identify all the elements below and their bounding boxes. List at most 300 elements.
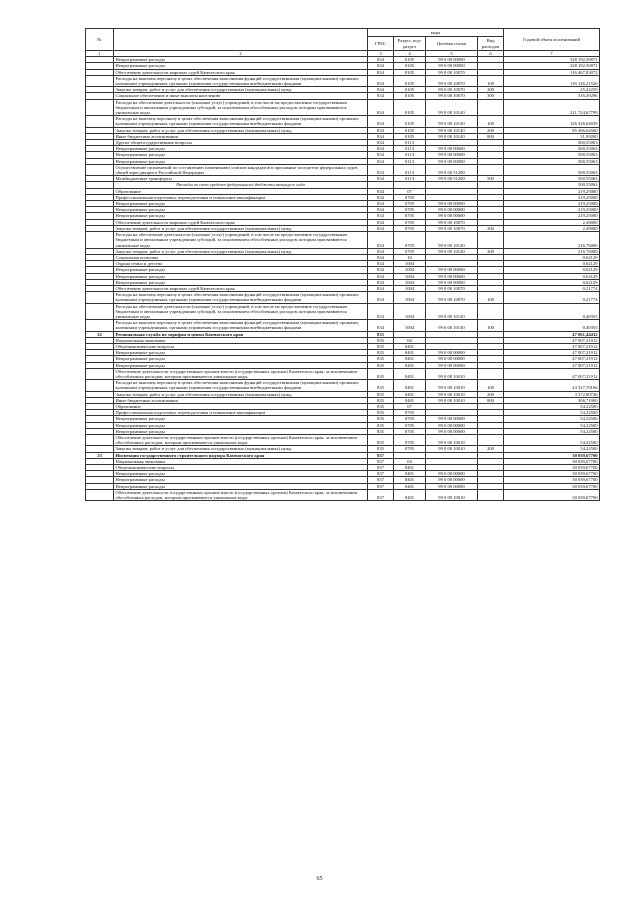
row-type-cell	[478, 435, 504, 446]
row-target-cell: 99 0 00 10010	[426, 391, 478, 397]
row-name-cell: Иные бюджетные ассигнования	[114, 133, 368, 139]
row-razdel-cell: 0113	[394, 152, 426, 158]
row-grbs-cell: 834	[368, 254, 394, 260]
row-razdel-cell: 0401	[394, 362, 426, 368]
row-name-cell: Обеспечение деятельности государственных органов власти (государственных органов) Камчатского края, за исключением обособленных расходов, которым присваиваются уникальные коды	[114, 435, 368, 446]
row-name-cell: Осуществление полномочий по составлению (изменению) списков кандидатов в присяжные заседатели федеральных судов общей юрисдикции в Российской Федерации	[114, 164, 368, 175]
row-name-cell: Непрограммные расходы	[114, 207, 368, 213]
row-name-cell: Непрограммные расходы	[114, 422, 368, 428]
row-amount-cell: 500,55063	[504, 146, 600, 152]
row-razdel-cell: 1004	[394, 261, 426, 267]
row-target-cell: 99 0 00 10140	[426, 99, 478, 116]
row-amount-cell: 47 007,21912	[504, 337, 600, 343]
table-body	[86, 57, 600, 501]
row-amount-cell: 500,55063	[504, 176, 600, 182]
row-name-cell: Непрограммные расходы	[114, 63, 368, 69]
row-grbs-cell: 834	[368, 188, 394, 194]
row-type-cell	[478, 368, 504, 379]
row-number-cell	[86, 164, 114, 175]
row-number-cell: 23	[86, 452, 114, 458]
row-razdel-cell: 1004	[394, 279, 426, 285]
row-grbs-cell: 835	[368, 380, 394, 391]
row-razdel-cell: 0705	[394, 207, 426, 213]
row-grbs-cell: 834	[368, 248, 394, 254]
table-row	[86, 303, 600, 320]
row-razdel-cell: 0705	[394, 428, 426, 434]
row-grbs-cell: 834	[368, 57, 394, 63]
table-row	[86, 232, 600, 249]
row-grbs-cell: 834	[368, 164, 394, 175]
row-name-cell: Расходы на выплаты персоналу в целях обеспечения выполнения функций государственными (муниципальными) органами, казенными учреждениями, органами управления государственными внебюджетными фондами	[114, 380, 368, 391]
table-row	[86, 292, 600, 303]
row-number-cell	[86, 368, 114, 379]
row-grbs-cell: 835	[368, 343, 394, 349]
row-amount-cell: 116 467,83072	[504, 69, 600, 75]
row-razdel-cell: 0105	[394, 75, 426, 86]
row-razdel-cell: 0401	[394, 397, 426, 403]
row-name-cell: Непрограммные расходы	[114, 267, 368, 273]
row-name-cell: Социальная политика	[114, 254, 368, 260]
row-amount-cell: 0,62129	[504, 279, 600, 285]
row-type-cell: 200	[478, 391, 504, 397]
row-name-cell: Закупка товаров, работ и услуг для обеспечения государственных (муниципальных) нужд	[114, 446, 368, 452]
row-number-cell: 22	[86, 331, 114, 337]
row-target-cell: 99 0 00 10070	[426, 292, 478, 303]
row-name-cell: Непрограммные расходы	[114, 273, 368, 279]
row-name-cell: Непрограммные расходы	[114, 477, 368, 483]
row-target-cell: 99 0 00 00000	[426, 483, 478, 489]
row-amount-cell: 0,62129	[504, 261, 600, 267]
row-name-cell: Непрограммные расходы	[114, 57, 368, 63]
row-grbs-cell: 834	[368, 87, 394, 93]
row-grbs-cell: 834	[368, 75, 394, 86]
row-amount-cell: 30 039,67700	[504, 471, 600, 477]
row-name-cell: Непрограммные расходы	[114, 483, 368, 489]
row-grbs-cell: 834	[368, 273, 394, 279]
row-razdel-cell: 0113	[394, 146, 426, 152]
row-amount-cell: 47 007,21912	[504, 368, 600, 379]
row-type-cell	[478, 303, 504, 320]
row-amount-cell: 219,25000	[504, 213, 600, 219]
row-amount-cell: 30 039,67700	[504, 483, 600, 489]
row-target-cell: 99 0 00 51200	[426, 176, 478, 182]
row-grbs-cell: 835	[368, 435, 394, 446]
budget-table	[85, 28, 600, 501]
row-target-cell: 99 0 00 10140	[426, 320, 478, 331]
row-razdel-cell: 07	[394, 403, 426, 409]
row-razdel-cell: 0105	[394, 87, 426, 93]
row-razdel-cell: 0401	[394, 477, 426, 483]
row-razdel-cell: 0401	[394, 380, 426, 391]
page-number: 65	[316, 876, 323, 882]
row-target-cell: 99 0 00 10140	[426, 303, 478, 320]
row-razdel-cell: 0113	[394, 158, 426, 164]
row-name-cell: Расходы на выплаты персоналу в целях обеспечения выполнения функций государственными (муниципальными) органами, казенными учреждениями, органами управления государственными внебюджетными фондами	[114, 116, 368, 127]
row-target-cell: 99 0 00 00000	[426, 428, 478, 434]
row-razdel-cell: 1004	[394, 273, 426, 279]
row-name-cell: Расходы на выплаты персоналу в целях обеспечения выполнения функций государственными (муниципальными) органами, казенными учреждениями, органами управления государственными внебюджетными фондами	[114, 292, 368, 303]
row-razdel-cell: 1004	[394, 292, 426, 303]
colnum-3: 3	[368, 51, 394, 57]
row-razdel-cell: 0401	[394, 391, 426, 397]
row-target-cell: 99 0 00 10010	[426, 380, 478, 391]
row-name-cell: Непрограммные расходы	[114, 471, 368, 477]
row-type-cell	[478, 164, 504, 175]
row-target-cell: 99 0 00 10010	[426, 489, 478, 500]
row-type-cell: 200	[478, 87, 504, 93]
row-amount-cell: 47 007,21912	[504, 350, 600, 356]
row-name-cell: Закупка товаров, работ и услуг для обеспечения государственных (муниципальных) нужд	[114, 248, 368, 254]
row-name-cell: Непрограммные расходы	[114, 158, 368, 164]
row-amount-cell: 54,22500	[504, 435, 600, 446]
row-name-cell: Образование	[114, 188, 368, 194]
row-type-cell: 300	[478, 93, 504, 99]
row-razdel-cell: 0105	[394, 99, 426, 116]
colnum-6: 6	[478, 51, 504, 57]
row-name-cell: Закупка товаров, работ и услуг для обеспечения государственных (муниципальных) нужд	[114, 225, 368, 231]
row-grbs-cell: 834	[368, 232, 394, 249]
row-amount-cell: 3 372,80746	[504, 391, 600, 397]
row-razdel-cell: 0401	[394, 471, 426, 477]
row-grbs-cell: 835	[368, 428, 394, 434]
row-amount-cell: 116 126,21526	[504, 75, 600, 86]
row-razdel-cell: 1004	[394, 320, 426, 331]
row-name-cell: Другие общегосударственные вопросы	[114, 140, 368, 146]
row-razdel-cell: 0705	[394, 201, 426, 207]
row-grbs-cell: 834	[368, 158, 394, 164]
row-razdel-cell: 1004	[394, 267, 426, 273]
row-amount-cell: 316,39296	[504, 93, 600, 99]
row-type-cell: 200	[478, 248, 504, 254]
row-name-cell: Расходы на выплаты персоналу в целях обеспечения выполнения функций государственными (муниципальными) органами, казенными учреждениями, органами управления государственными внебюджетными фондами	[114, 75, 368, 86]
row-name-cell: Иные бюджетные ассигнования	[114, 397, 368, 403]
row-razdel-cell: 0105	[394, 133, 426, 139]
row-name-cell: Непрограммные расходы	[114, 213, 368, 219]
row-grbs-cell: 834	[368, 140, 394, 146]
row-type-cell: 100	[478, 320, 504, 331]
row-target-cell: 99 0 00 00000	[426, 207, 478, 213]
row-number-cell	[86, 116, 114, 127]
row-type-cell: 200	[478, 225, 504, 231]
row-target-cell: 99 0 00 10140	[426, 232, 478, 249]
row-amount-cell: 47 007,21912	[504, 343, 600, 349]
budget-table-page	[85, 28, 599, 501]
row-grbs-cell: 834	[368, 116, 394, 127]
row-amount-cell: 219,25000	[504, 188, 600, 194]
row-grbs-cell: 837	[368, 477, 394, 483]
row-grbs-cell: 834	[368, 213, 394, 219]
row-grbs-cell: 834	[368, 176, 394, 182]
row-name-cell: Расходы на обеспечение деятельности (оказание услуг) учреждений, в том числе на предоставление государственным бюджетным и автономным учреждениям субсидий, за исключением обособленных расходов, которым присваиваются уникальные коды	[114, 303, 368, 320]
row-razdel-cell: 0705	[394, 435, 426, 446]
row-amount-cell: 500,55063	[504, 140, 600, 146]
row-name-cell: Обеспечение деятельности мировых судей Камчатского края	[114, 219, 368, 225]
row-amount-cell: 30 039,67700	[504, 458, 600, 464]
row-grbs-cell: 834	[368, 152, 394, 158]
row-amount-cell: 500,55063	[504, 182, 600, 188]
row-razdel-cell: 0113	[394, 164, 426, 175]
row-razdel-cell: 0705	[394, 422, 426, 428]
row-amount-cell: 25,22250	[504, 87, 600, 93]
row-grbs-cell: 835	[368, 403, 394, 409]
row-razdel-cell: 10	[394, 254, 426, 260]
row-target-cell: 99 0 00 00000	[426, 279, 478, 285]
row-name-cell: Образование	[114, 403, 368, 409]
row-razdel-cell: 0105	[394, 69, 426, 75]
table-row	[86, 116, 600, 127]
row-amount-cell: 219,25000	[504, 201, 600, 207]
row-amount-cell: 328 192,50871	[504, 63, 600, 69]
row-name-cell: Непрограммные расходы	[114, 416, 368, 422]
row-name-cell: Национальная экономика	[114, 337, 368, 343]
row-razdel-cell: 0705	[394, 194, 426, 200]
row-target-cell: 99 0 00 51200	[426, 164, 478, 175]
row-razdel-cell: 0401	[394, 483, 426, 489]
row-amount-cell: 30 039,67700	[504, 489, 600, 500]
row-name-cell: Непрограммные расходы	[114, 279, 368, 285]
row-amount-cell: 31,99200	[504, 133, 600, 139]
row-razdel-cell: 0105	[394, 116, 426, 127]
table-row	[86, 380, 600, 391]
row-type-cell: 200	[478, 446, 504, 452]
row-amount-cell: 500,55063	[504, 164, 600, 175]
header-total: Годовой объем ассигнований	[504, 29, 600, 51]
row-grbs-cell: 834	[368, 69, 394, 75]
row-name-cell: Охрана семьи и детства	[114, 261, 368, 267]
row-target-cell: 99 0 00 10070	[426, 69, 478, 75]
table-row	[86, 368, 600, 379]
row-number-cell	[86, 75, 114, 86]
row-name-cell: Непрограммные расходы	[114, 146, 368, 152]
row-name-cell: Обеспечение деятельности мировых судей Камчатского края	[114, 285, 368, 291]
row-grbs-cell: 835	[368, 422, 394, 428]
row-amount-cell: 30 039,67700	[504, 477, 600, 483]
row-razdel-cell: 0105	[394, 57, 426, 63]
row-name-cell: Обеспечение деятельности государственных органов власти (государственных органов) Камчатского края, за исключением обособленных расходов, которым присваиваются уникальные коды	[114, 368, 368, 379]
header-razdel: Раздел, под-раздел	[394, 37, 426, 51]
colnum-4: 4	[394, 51, 426, 57]
row-target-cell: 99 0 00 00000	[426, 422, 478, 428]
row-razdel-cell: 0705	[394, 446, 426, 452]
row-amount-cell: 500,55063	[504, 152, 600, 158]
row-type-cell: 500	[478, 176, 504, 182]
row-grbs-cell: 834	[368, 261, 394, 267]
row-target-cell: 99 0 00 00000	[426, 416, 478, 422]
header-num: №	[86, 29, 114, 51]
row-grbs-cell: 834	[368, 63, 394, 69]
colnum-2: 2	[114, 51, 368, 57]
row-name-cell: Межбюджетные трансферты	[114, 176, 368, 182]
row-amount-cell: 30 039,67700	[504, 465, 600, 471]
row-target-cell: 99 0 00 10140	[426, 133, 478, 139]
row-grbs-cell: 834	[368, 303, 394, 320]
row-grbs-cell: 835	[368, 362, 394, 368]
row-grbs-cell: 834	[368, 279, 394, 285]
table-row	[86, 164, 600, 175]
row-amount-cell: 85 366,64560	[504, 127, 600, 133]
row-grbs-cell: 835	[368, 397, 394, 403]
header-grbs: ГРБС	[368, 37, 394, 51]
row-razdel-cell: 0705	[394, 213, 426, 219]
row-type-cell: 100	[478, 75, 504, 86]
row-razdel-cell: 0705	[394, 232, 426, 249]
row-grbs-cell: 835	[368, 368, 394, 379]
table-row	[86, 489, 600, 500]
row-razdel-cell: 0705	[394, 219, 426, 225]
row-name-cell: Обеспечение деятельности мировых судей Камчатского края	[114, 69, 368, 75]
row-target-cell: 99 0 00 10070	[426, 75, 478, 86]
row-target-cell: 99 0 00 10070	[426, 87, 478, 93]
row-amount-cell: 0,62129	[504, 273, 600, 279]
row-grbs-cell: 834	[368, 267, 394, 273]
row-razdel-cell: 07	[394, 188, 426, 194]
table-row	[86, 320, 600, 331]
row-razdel-cell: 0105	[394, 127, 426, 133]
row-razdel-cell: 1004	[394, 303, 426, 320]
row-amount-cell: 126 326,04039	[504, 116, 600, 127]
row-amount-cell: 0,40355	[504, 303, 600, 320]
row-number-cell	[86, 435, 114, 446]
row-target-cell: 99 0 00 10140	[426, 116, 478, 127]
row-razdel-cell: 0705	[394, 225, 426, 231]
row-razdel-cell: 0401	[394, 356, 426, 362]
row-amount-cell: 47 007,21912	[504, 362, 600, 368]
row-target-cell: 99 0 00 00000	[426, 213, 478, 219]
row-grbs-cell: 834	[368, 219, 394, 225]
row-name-cell: Профессиональная подготовка, переподготовка и повышение квалификации	[114, 410, 368, 416]
row-target-cell: 99 0 00 00000	[426, 350, 478, 356]
row-amount-cell: 500,55063	[504, 158, 600, 164]
row-razdel-cell: 0705	[394, 416, 426, 422]
row-target-cell: 99 0 00 00000	[426, 362, 478, 368]
row-amount-cell: 54,22500	[504, 410, 600, 416]
row-target-cell: 99 0 00 10140	[426, 248, 478, 254]
row-name-cell: Расходы на обеспечение деятельности (оказание услуг) учреждений, в том числе на предоставление государственным бюджетным и автономным учреждениям субсидий, за исключением обособленных расходов, которым присваиваются уникальные коды	[114, 99, 368, 116]
row-name-cell: Непрограммные расходы	[114, 201, 368, 207]
row-amount-cell: 47 061,44432	[504, 331, 600, 337]
row-target-cell: 99 0 00 10070	[426, 93, 478, 99]
row-amount-cell: 328 192,50871	[504, 57, 600, 63]
row-razdel-cell: 0401	[394, 368, 426, 379]
row-name-cell: Общеэкономические вопросы	[114, 343, 368, 349]
row-target-cell: 99 0 00 00000	[426, 57, 478, 63]
row-name-cell: Непрограммные расходы	[114, 152, 368, 158]
table-row	[86, 99, 600, 116]
row-razdel-cell: 0113	[394, 140, 426, 146]
row-razdel-cell: 0705	[394, 248, 426, 254]
header-name	[114, 29, 368, 51]
row-grbs-cell: 834	[368, 194, 394, 200]
row-grbs-cell: 835	[368, 391, 394, 397]
row-target-cell: 99 0 00 10010	[426, 446, 478, 452]
row-type-cell	[478, 99, 504, 116]
row-target-cell: 99 0 00 10140	[426, 127, 478, 133]
colnum-1: 1	[86, 51, 114, 57]
row-amount-cell: 54,22500	[504, 403, 600, 409]
row-name-cell: Закупка товаров, работ и услуг для обеспечения государственных (муниципальных) нужд	[114, 127, 368, 133]
row-amount-cell: 216,76000	[504, 248, 600, 254]
row-name-cell: Непрограммные расходы	[114, 350, 368, 356]
row-target-cell: 99 0 00 00000	[426, 201, 478, 207]
row-name-cell: Расходы на обеспечение деятельности (оказание услуг) учреждений, в том числе на предоставление государственным бюджетным и автономным учреждениям субсидий, за исключением обособленных расходов, которым присваиваются уникальные коды	[114, 232, 368, 249]
row-name-cell: Профессиональная подготовка, переподготовка и повышение квалификации	[114, 194, 368, 200]
header-expense-type: Вид расходов	[478, 37, 504, 51]
row-grbs-cell: 835	[368, 416, 394, 422]
row-razdel-cell: 0705	[394, 410, 426, 416]
row-number-cell	[86, 380, 114, 391]
row-amount-cell: 0,40355	[504, 320, 600, 331]
row-name-cell: Расходы на выплаты персоналу в целях обеспечения выполнения функций государственными (муниципальными) органами, казенными учреждениями, органами управления государственными внебюджетными фондами	[114, 320, 368, 331]
row-grbs-cell: 834	[368, 133, 394, 139]
row-target-cell: 99 0 00 00000	[426, 158, 478, 164]
row-target-cell: 99 0 00 10010	[426, 368, 478, 379]
row-amount-cell: 211 724,67799	[504, 99, 600, 116]
row-name-cell: Социальное обеспечение и иные выплаты населению	[114, 93, 368, 99]
row-amount-cell: 0,62129	[504, 254, 600, 260]
table-row	[86, 75, 600, 86]
row-name-cell: Инспекция государственного строительного надзора Камчатского края	[114, 452, 368, 458]
row-target-cell: 99 0 00 00000	[426, 146, 478, 152]
table-row	[86, 435, 600, 446]
row-type-cell: 800	[478, 397, 504, 403]
row-name-cell: Непрограммные расходы	[114, 362, 368, 368]
row-grbs-cell: 837	[368, 471, 394, 477]
row-type-cell: 800	[478, 133, 504, 139]
row-type-cell	[478, 489, 504, 500]
row-grbs-cell: 837	[368, 458, 394, 464]
row-target-cell: 99 0 00 10010	[426, 397, 478, 403]
row-grbs-cell: 835	[368, 446, 394, 452]
row-grbs-cell: 837	[368, 483, 394, 489]
row-number-cell	[86, 489, 114, 500]
row-razdel-cell: 0105	[394, 93, 426, 99]
row-grbs-cell: 834	[368, 99, 394, 116]
row-amount-cell: 47 007,21912	[504, 356, 600, 362]
row-type-cell	[478, 232, 504, 249]
colnum-5: 5	[426, 51, 478, 57]
row-razdel-cell: 0113	[394, 176, 426, 182]
row-grbs-cell: 835	[368, 350, 394, 356]
row-grbs-cell: 834	[368, 127, 394, 133]
row-grbs-cell: 834	[368, 225, 394, 231]
row-razdel-cell: 1004	[394, 285, 426, 291]
row-amount-cell: 30 039,67700	[504, 452, 600, 458]
row-amount-cell: 2,49000	[504, 225, 600, 231]
row-grbs-cell: 834	[368, 207, 394, 213]
row-amount-cell: 306,71000	[504, 397, 600, 403]
row-target-cell: 99 0 00 10070	[426, 225, 478, 231]
row-razdel-cell: 0105	[394, 63, 426, 69]
header-target: Целевая статья	[426, 37, 478, 51]
row-razdel-cell: 04	[394, 337, 426, 343]
row-razdel-cell: 0401	[394, 350, 426, 356]
row-target-cell: 99 0 00 00000	[426, 267, 478, 273]
row-razdel-cell: 04	[394, 458, 426, 464]
row-razdel-cell: 0401	[394, 343, 426, 349]
colnum-7: 7	[504, 51, 600, 57]
row-target-cell: 99 0 00 00000	[426, 63, 478, 69]
row-target-cell: 99 0 00 00000	[426, 273, 478, 279]
row-type-cell: 100	[478, 116, 504, 127]
row-amount-cell: 54,22500	[504, 446, 600, 452]
row-target-cell: 99 0 00 00000	[426, 477, 478, 483]
row-grbs-cell: 834	[368, 292, 394, 303]
row-grbs-cell: 834	[368, 320, 394, 331]
row-amount-cell: 0,62129	[504, 267, 600, 273]
row-grbs-cell: 835	[368, 331, 394, 337]
row-grbs-cell: 834	[368, 146, 394, 152]
row-name-cell: Непрограммные расходы	[114, 428, 368, 434]
